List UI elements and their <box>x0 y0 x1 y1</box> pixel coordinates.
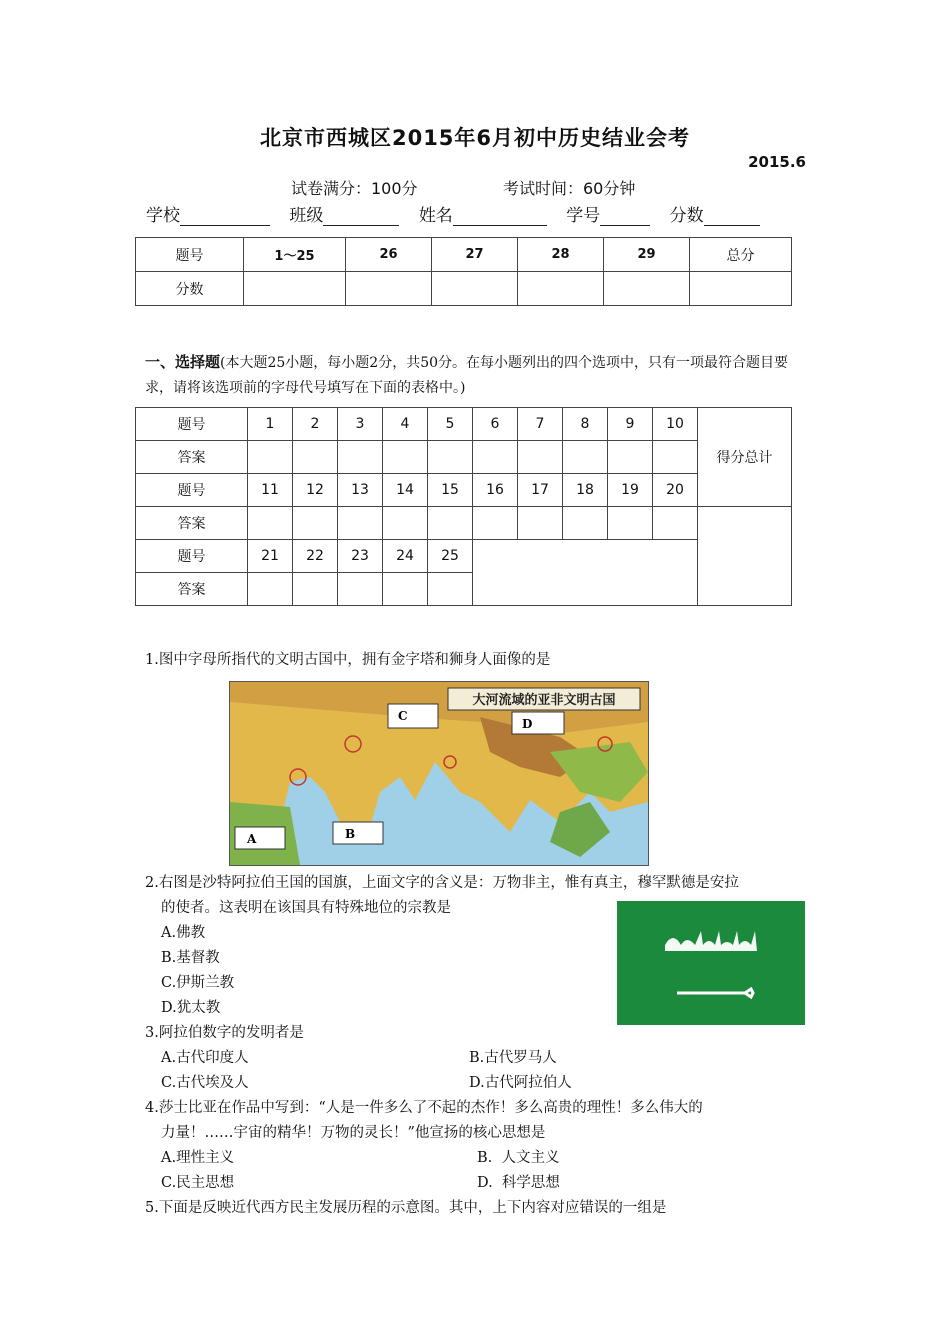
map-graphic <box>230 682 648 865</box>
answer-cell[interactable] <box>653 507 698 540</box>
score-table-header: 26 <box>346 238 432 272</box>
question-number: 8 <box>563 408 608 441</box>
answer-label: 答案 <box>136 507 248 540</box>
label-d: D <box>522 717 533 731</box>
full-score-text: 试卷满分：100分 <box>291 179 418 198</box>
answer-cell[interactable] <box>248 507 293 540</box>
question-number: 24 <box>383 540 428 573</box>
question-number: 5 <box>428 408 473 441</box>
question-number: 22 <box>293 540 338 573</box>
answer-cell[interactable] <box>428 441 473 474</box>
answer-cell[interactable] <box>293 441 338 474</box>
score-table-header: 题号 <box>136 238 244 272</box>
q2-option-a: A.佛教 <box>161 925 206 941</box>
name-blank[interactable] <box>453 207 547 226</box>
score-table-header: 27 <box>432 238 518 272</box>
question-number-label: 题号 <box>136 474 248 507</box>
student-no-label: 学号 <box>566 206 601 226</box>
question-number: 15 <box>428 474 473 507</box>
answer-cell[interactable] <box>248 573 293 606</box>
answer-cell[interactable] <box>428 507 473 540</box>
question-number: 11 <box>248 474 293 507</box>
answer-cell[interactable] <box>518 441 563 474</box>
label-a-box <box>235 827 285 849</box>
score-cell[interactable] <box>518 272 604 306</box>
score-row-label: 分数 <box>136 272 244 306</box>
class-blank[interactable] <box>323 207 399 226</box>
answer-cell[interactable] <box>338 573 383 606</box>
score-cell[interactable] <box>604 272 690 306</box>
q3-option-d: D.古代阿拉伯人 <box>469 1075 572 1091</box>
name-label: 姓名 <box>418 206 453 226</box>
score-table-header: 29 <box>604 238 690 272</box>
answer-cell[interactable] <box>473 441 518 474</box>
q3-option-a: A.古代印度人 <box>161 1050 249 1066</box>
page-title: 北京市西城区2015年6月初中历史结业会考 <box>259 126 691 150</box>
total-score-cell[interactable] <box>698 507 792 606</box>
question-number: 19 <box>608 474 653 507</box>
answer-cell[interactable] <box>428 573 473 606</box>
answer-cell[interactable] <box>383 573 428 606</box>
student-info-fields <box>146 201 774 226</box>
section-title: 一、选择题 <box>145 353 221 371</box>
answer-cell[interactable] <box>383 507 428 540</box>
q4-option-c: C.民主思想 <box>161 1175 235 1191</box>
question-number: 2 <box>293 408 338 441</box>
q4-option-d: D. 科学思想 <box>477 1175 560 1191</box>
student-no-blank[interactable] <box>600 207 650 226</box>
sword-icon <box>677 989 753 997</box>
q2-option-d: D.犹太教 <box>161 1000 221 1016</box>
q3-option-b: B.古代罗马人 <box>469 1050 557 1066</box>
ancient-civilizations-map <box>229 681 649 866</box>
class-label: 班级 <box>289 206 324 226</box>
question-number: 13 <box>338 474 383 507</box>
label-b: B <box>345 827 356 841</box>
question-number: 3 <box>338 408 383 441</box>
answer-cell[interactable] <box>383 441 428 474</box>
label-b-box <box>333 822 383 844</box>
question-number: 18 <box>563 474 608 507</box>
question-number: 9 <box>608 408 653 441</box>
answer-label: 答案 <box>136 573 248 606</box>
score-label: 分数 <box>669 206 704 226</box>
score-cell[interactable] <box>244 272 346 306</box>
section-1-heading <box>145 350 810 401</box>
question-4-stem-continued: 力量！……宇宙的精华！万物的灵长！”他宣扬的核心思想是 <box>161 1125 546 1141</box>
answer-cell[interactable] <box>293 573 338 606</box>
question-number: 14 <box>383 474 428 507</box>
score-cell[interactable] <box>690 272 792 306</box>
q4-option-b: B. 人文主义 <box>477 1150 560 1166</box>
answer-cell[interactable] <box>608 507 653 540</box>
score-cell[interactable] <box>346 272 432 306</box>
answer-cell[interactable] <box>338 507 383 540</box>
question-2-stem-continued: 的使者。这表明在该国具有特殊地位的宗教是 <box>161 900 451 916</box>
question-number: 16 <box>473 474 518 507</box>
question-number: 25 <box>428 540 473 573</box>
total-score-label: 得分总计 <box>698 408 792 507</box>
score-cell[interactable] <box>432 272 518 306</box>
question-1-stem: 1.图中字母所指代的文明古国中，拥有金字塔和狮身人面像的是 <box>145 652 551 668</box>
score-table-header: 1～25 <box>244 238 346 272</box>
label-c: C <box>398 709 408 723</box>
answer-cell[interactable] <box>338 441 383 474</box>
score-table <box>135 237 792 306</box>
school-label: 学校 <box>146 206 180 226</box>
answer-cell[interactable] <box>563 441 608 474</box>
question-number: 10 <box>653 408 698 441</box>
q3-option-c: C.古代埃及人 <box>161 1075 249 1091</box>
answer-table <box>135 407 792 606</box>
answer-cell[interactable] <box>563 507 608 540</box>
label-c-box <box>388 704 438 728</box>
answer-cell[interactable] <box>518 507 563 540</box>
question-number-label: 题号 <box>136 408 248 441</box>
score-table-header: 28 <box>518 238 604 272</box>
q4-option-a: A.理性主义 <box>161 1150 235 1166</box>
question-number-label: 题号 <box>136 540 248 573</box>
label-d-box <box>512 712 564 734</box>
question-number: 20 <box>653 474 698 507</box>
map-title: 大河流域的亚非文明古国 <box>472 693 616 708</box>
score-blank[interactable] <box>704 207 760 226</box>
empty-cell <box>473 540 698 606</box>
score-table-header: 总分 <box>690 238 792 272</box>
answer-cell[interactable] <box>248 441 293 474</box>
question-number: 21 <box>248 540 293 573</box>
q2-option-b: B.基督教 <box>161 950 220 966</box>
school-blank[interactable] <box>180 207 270 226</box>
question-5-stem: 5.下面是反映近代西方民主发展历程的示意图。其中，上下内容对应错误的一组是 <box>145 1200 667 1216</box>
question-number: 23 <box>338 540 383 573</box>
label-a: A <box>247 832 257 846</box>
question-2-stem: 2.右图是沙特阿拉伯王国的国旗，上面文字的含义是：万物非主，惟有真主，穆罕默德是安拉 <box>145 875 739 891</box>
question-3-stem: 3.阿拉伯数字的发明者是 <box>145 1025 304 1041</box>
question-number: 17 <box>518 474 563 507</box>
saudi-flag-image <box>617 901 805 1025</box>
exam-date: 2015.6 <box>748 153 806 171</box>
answer-cell[interactable] <box>653 441 698 474</box>
question-number: 6 <box>473 408 518 441</box>
exam-time-text: 考试时间：60分钟 <box>503 179 636 198</box>
question-number: 4 <box>383 408 428 441</box>
q2-option-c: C.伊斯兰教 <box>161 975 235 991</box>
answer-cell[interactable] <box>293 507 338 540</box>
flag-graphic <box>617 901 805 1025</box>
question-number: 1 <box>248 408 293 441</box>
shahada-script-icon <box>665 931 757 951</box>
section-description: (本大题25小题，每小题2分，共50分。在每小题列出的四个选项中，只有一项最符合题目要求，请将该选项前的字母代号填写在下面的表格中。) <box>145 355 789 396</box>
answer-label: 答案 <box>136 441 248 474</box>
question-number: 12 <box>293 474 338 507</box>
question-4-stem: 4.莎士比亚在作品中写到：“人是一件多么了不起的杰作！多么高贵的理性！多么伟大的 <box>145 1100 703 1116</box>
answer-cell[interactable] <box>608 441 653 474</box>
question-number: 7 <box>518 408 563 441</box>
answer-cell[interactable] <box>473 507 518 540</box>
